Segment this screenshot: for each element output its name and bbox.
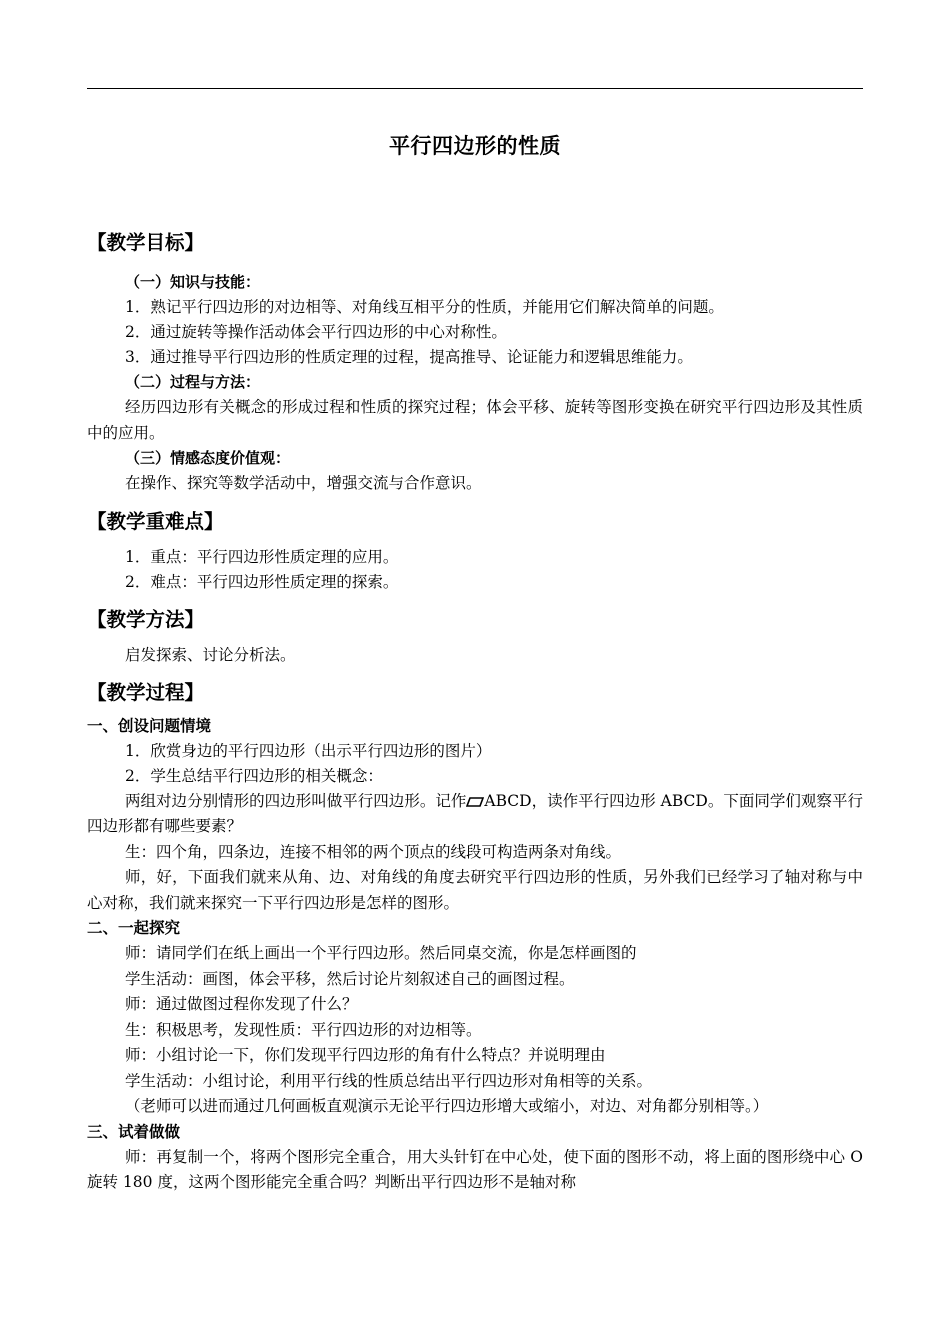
goals-process-text: 经历四边形有关概念的形成过程和性质的探究过程；体会平移、旋转等图形变换在研究平行四边形及其性质中的应用。 <box>87 398 863 442</box>
goals-sub-knowledge: （一）知识与技能： <box>125 273 261 291</box>
section-1-line-2: 2．学生总结平行四边形的相关概念： <box>125 766 383 785</box>
goals-attitude-text: 在操作、探究等数学活动中，增强交流与合作意识。 <box>125 474 482 492</box>
section-3-p1: 师：再复制一个，将两个图形完全重合，用大头针钉在中心处，使下面的图形不动，将上面的图形绕中心 O 旋转 180 度，这两个图形能完全重合吗？判断出平行四边形不是轴对称 <box>87 1147 863 1191</box>
goals-sub-attitude: （三）情感态度价值观： <box>125 449 291 467</box>
method-text: 启发探索、讨论分析法。 <box>125 645 296 664</box>
process-heading: 【教学过程】 <box>87 680 205 704</box>
section-2-p1: 师：请同学们在纸上画出一个平行四边形。然后同桌交流，你是怎样画图的 <box>125 944 637 962</box>
goals-heading: 【教学目标】 <box>87 231 205 254</box>
goals-item-3: 3．通过推导平行四边形的性质定理的过程，提高推导、论证能力和逻辑思维能力。 <box>125 348 693 366</box>
section-2-p7: （老师可以进而通过几何画板直观演示无论平行四边形增大或缩小，对边、对角都分别相等。） <box>125 1097 769 1115</box>
section-3-heading: 三、试着做做 <box>87 1122 181 1141</box>
header-rule <box>87 88 863 89</box>
definition-text-a: 两组对边分别情形的四边形叫做平行四边形。记作 <box>125 791 467 810</box>
section-1-teacher: 师，好，下面我们就来从角、边、对角线的角度去研究平行四边形的性质，另外我们已经学习了轴对称与中心对称，我们就来探究一下平行四边形是怎样的图形。 <box>87 868 863 912</box>
goals-sub-process: （二）过程与方法： <box>125 373 261 391</box>
section-2-p5: 师：小组讨论一下，你们发现平行四边形的角有什么特点？并说明理由 <box>125 1046 606 1064</box>
section-1-definition <box>87 789 863 840</box>
parallelogram-icon <box>466 797 484 807</box>
goals-item-1: 1．熟记平行四边形的对边相等、对角线互相平分的性质，并能用它们解决简单的问题。 <box>125 298 724 316</box>
keypoints-item-1: 1．重点：平行四边形性质定理的应用。 <box>125 547 399 566</box>
section-2-p2: 学生活动：画图，体会平移，然后讨论片刻叙述自己的画图过程。 <box>125 969 575 988</box>
goals-item-2: 2．通过旋转等操作活动体会平行四边形的中心对称性。 <box>125 323 507 341</box>
section-2-heading: 二、一起探究 <box>87 919 181 937</box>
section-2-p3: 师：通过做图过程你发现了什么？ <box>125 995 358 1013</box>
section-1-line-1: 1．欣赏身边的平行四边形（出示平行四边形的图片） <box>125 741 492 760</box>
method-heading: 【教学方法】 <box>87 607 205 631</box>
section-2-p4: 生：积极思考，发现性质：平行四边形的对边相等。 <box>125 1020 482 1039</box>
definition-text-b: ABCD，读作平行四边形 ABCD。下面同学们观察平行四边形都有哪些要素？ <box>87 791 863 835</box>
section-1-heading: 一、创设问题情境 <box>87 716 212 735</box>
keypoints-item-2: 2．难点：平行四边形性质定理的探索。 <box>125 572 399 591</box>
keypoints-heading: 【教学重难点】 <box>87 509 224 533</box>
document-body <box>87 226 863 1196</box>
section-1-student: 生：四个角，四条边，连接不相邻的两个顶点的线段可构造两条对角线。 <box>125 842 622 861</box>
section-2-p6: 学生活动：小组讨论，利用平行线的性质总结出平行四边形对角相等的关系。 <box>125 1071 653 1090</box>
page-title: 平行四边形的性质 <box>389 134 561 158</box>
